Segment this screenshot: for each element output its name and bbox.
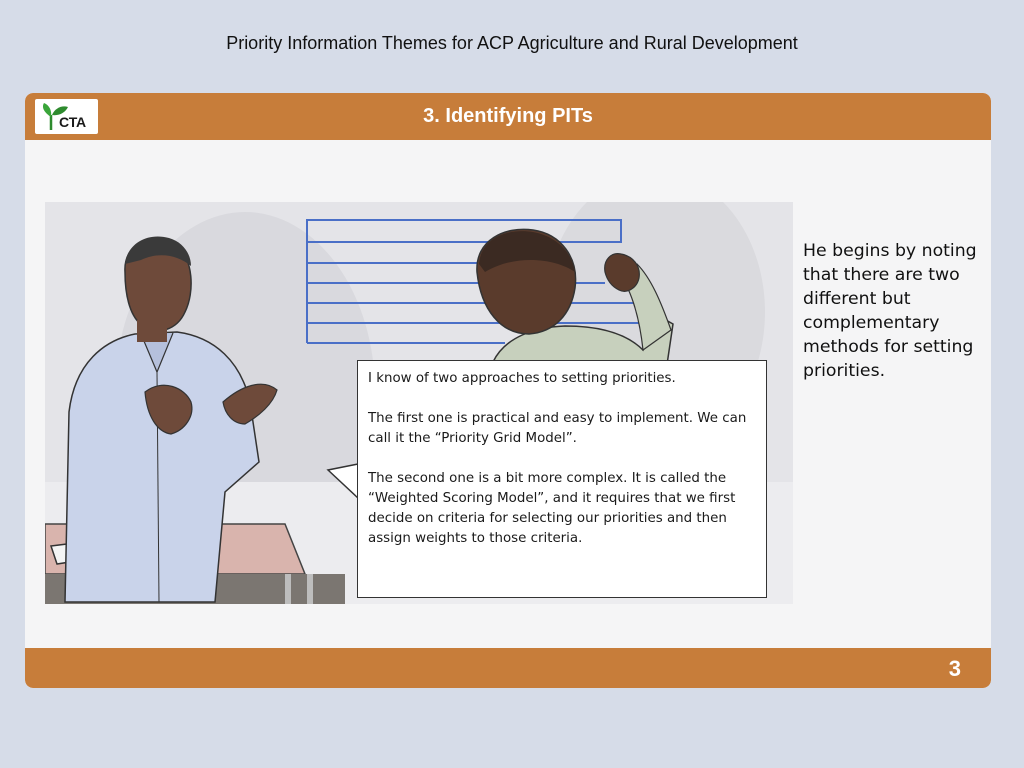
slide-header-bar: [25, 93, 991, 140]
narration-text: He begins by noting that there are two different but complementary methods for setting priorities.: [803, 241, 977, 381]
speech-paragraph: The second one is a bit more complex. It is called the “Weighted Scoring Model”, and it requires that we first decide on criteria for selecting our priorities and then assign weights to those criteria.: [368, 471, 736, 546]
comic-illustration: [45, 202, 793, 604]
speech-paragraph: I know of two approaches to setting priorities.: [368, 371, 676, 386]
document-title: Priority Information Themes for ACP Agriculture and Rural Development: [226, 33, 798, 53]
speech-paragraph: The first one is practical and easy to implement. We can call it the “Priority Grid Model”.: [368, 411, 747, 446]
slide: [25, 93, 991, 688]
slide-footer-bar: [25, 648, 991, 688]
page-number: 3: [948, 656, 961, 681]
slide-title: 3. Identifying PITs: [423, 105, 593, 127]
logo-text: CTA: [59, 114, 86, 130]
speech-bubble: [357, 360, 767, 598]
